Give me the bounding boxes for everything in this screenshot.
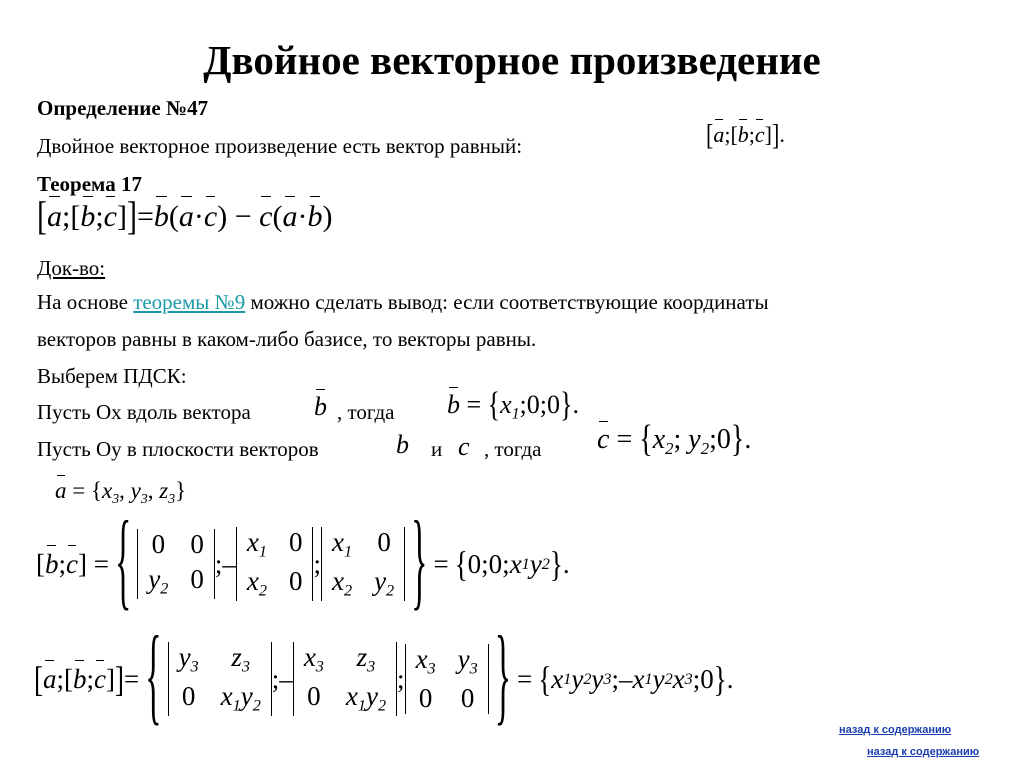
ox-line-then: , тогда [337,400,395,424]
oy-line-text: Пусть Oy в плоскости векторов [37,437,319,461]
bc-det-3: $x_1$ 0 $x_2$ $y_2$ [321,527,405,600]
back-to-contents-link-secondary[interactable]: назад к содержанию [867,746,980,758]
proof-line-1 [37,290,769,315]
ox-line-text: Пусть Ox вдоль вектора [37,400,251,424]
bc-det-2: $x_1$ 0 $x_2$ 0 [236,527,314,600]
oy-vector-b: b [396,430,409,459]
back-to-contents-link[interactable]: назад к содержанию [839,724,952,736]
oy-line-and: и [431,437,443,461]
c-coordinates-formula: $c = \{x_2$; $y_2;0$}. [597,418,752,461]
oy-vector-c: c [458,432,470,461]
proof-line-2: векторов равны в каком-либо базисе, то векторы равны. [37,327,537,351]
abc-det-3: $x_3$ $y_3$ 0 0 [405,644,489,714]
a-coordinates-formula: $a = \{x_3$, $y_3$, $z_3$} [55,478,187,506]
bc-cross-product-formula: [ b ; c ] = { 0 0 $y_2$ 0 ;– $x_1$ 0 $x_2$ 0 ; $x_1$ 0 $x_2$ $y_2$ } = { 0;0; x 1 y 2 } . [36,503,570,622]
bc-det-1: 0 0 $y_2$ 0 [137,529,215,599]
definition-heading: Определение №47 [37,96,209,120]
theorem-9-link[interactable]: теоремы №9 [133,290,246,314]
definition-formula: [a;[b;c]]. [706,117,785,152]
abc-det-1: $y_3$ $z_3$ 0 $x_1y_2$ [168,642,272,715]
b-coordinates-formula: $b = \{x_1;0;0\}$. [447,384,579,424]
ox-vector-b: b [314,392,327,421]
abc-det-2: $x_3$ $z_3$ 0 $x_1y_2$ [293,642,397,715]
theorem-formula: [a;[b;c]]=b(a·c) − c(a·b) [37,194,333,239]
slide-title: Двойное векторное произведение [203,37,821,83]
proof-label: Док-во: [37,256,106,280]
choose-frame-line: Выберем ПДСК: [37,364,187,388]
abc-double-product-formula: [ a ;[ b ; c ] ] = { $y_3$ $z_3$ 0 $x_1y_2$ ;– $x_3$ $z_3$ 0 $x_1y_2$ ; $x_3$ $y_3$ 0 0 } = { x 1 y 2 y 3 ;– x 1 y 2 x 3 ;0 } . [34,618,734,737]
ox-line [37,400,251,425]
definition-text: Двойное векторное произведение есть вектор равный: [37,134,523,158]
oy-line [37,437,319,462]
oy-line-then: , тогда [484,437,542,461]
proof-line-1-end: можно сделать вывод: если соответствующие координаты [245,290,769,314]
proof-line-1-start: На основе [37,290,134,314]
theorem-heading: Теорема 17 [37,172,142,196]
